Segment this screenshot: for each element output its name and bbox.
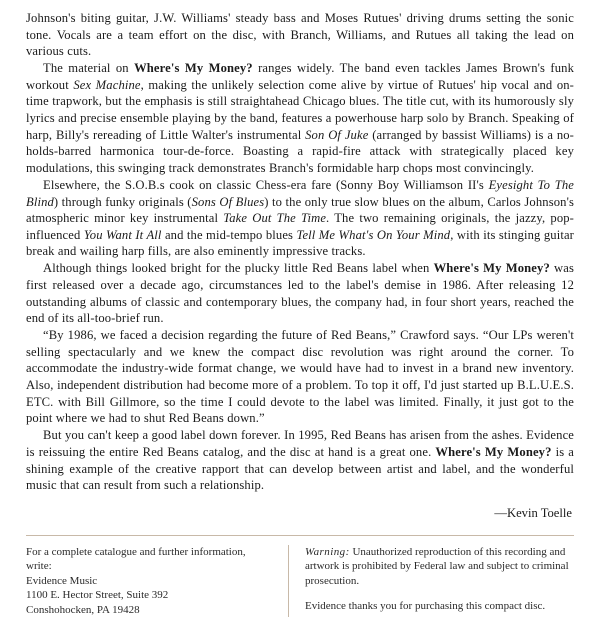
paragraph [26,327,574,427]
text-run: and the mid-tempo blues [161,227,297,242]
album-title-bold: Where's My Money? [134,61,253,76]
text-run: Johnson's biting guitar, J.W. Williams' steady bass and Moses Rutues' driving drums setting the sonic tone. Vocals are a team effort on the disc, with Branch, Williams, and Rutues all taking the lead on various cuts. [26,11,574,59]
paragraph [26,60,574,176]
song-title-italic: Take Out The Time [223,211,327,226]
paragraph [26,177,574,260]
text-run: The material on [43,61,135,76]
footer-copyright-warning [305,545,574,589]
text-run: “By 1986, we faced a decision regarding the future of Red Beans,” Crawford says. “Our LPs weren't selling spectacularly and we knew the compact disc revolution was right around the corner. To accommodate the industry-wide format change, we would have had to invest in a brand new inventory. Also, independent distribution had become more of a problem. To top it off, I'd just started up B.L.U.E.S. ETC. with Bill Gillmore, so the time I could devote to the label was limited. Finally, it just got to the point where we had to shut Red Beans down.” [26,328,574,426]
text-run: , with its stinging guitar break and wailing harp fills, are also eminently impressive tracks. [26,227,575,259]
footer-warning-label: Warning: [305,545,350,558]
footer-street-address: 1100 E. Hector Street, Suite 392 [26,589,169,602]
text-run: Elsewhere, the S.O.B.s cook on classic Chess-era fare (Sonny Boy Williamson II's [43,177,489,192]
song-title-italic: You Want It All [83,227,162,242]
song-title-italic: Sex Machine [73,77,141,92]
footer-contact-block [26,545,288,617]
song-title-italic: Sons Of Blues [191,194,265,209]
text-run: But you can't keep a good label down forever. In 1995, Red Beans has arisen from the ashes. Evidence is reissuing the entire Red Beans catalog, and the disc at hand is a great one. [26,428,574,459]
footer-thanks-note: Evidence thanks you for purchasing this compact disc. [305,600,546,613]
article-body [26,10,574,494]
text-run: ranges widely. The band even tackles James Brown's funk workout [26,61,575,92]
text-run: Although things looked bright for the plucky little Red Beans label when [43,261,434,276]
album-title-bold: Where's My Money? [435,444,552,459]
text-run: (arranged by bassist Williams) is a no-holds-barred harmonica tour-de-force. Boasting a rapid-fire attack with strategically placed key modulations, this swinging track demonstrates Branch's formidable harp chops most convincingly. [26,127,575,175]
text-run: is a shining example of the creative rapport that can develop between artist and label, and the wonderful music that can result from such a relationship. [26,444,574,493]
footer-city-state-zip: Conshohocken, PA 19428 [26,603,140,616]
text-run: ) through funky originals ( [53,194,192,209]
paragraph [26,10,574,60]
song-title-italic: Eyesight To The Blind [26,177,574,209]
footer-divider-horizontal [26,535,574,536]
page-footer [26,545,574,617]
text-run: , making the unlikely selection come alive by virtue of Rutues' hip vocal and on-time trapwork, but the emphasis is still straightahead Chicago blues. The title cut, with its humorously sly lyrics and precise ensemble playing by the band, features a powerhouse harp solo by Branch. Speaking of harp, Billy's rereading of Little Walter's instrumental [26,77,574,142]
text-run: was first released over a decade ago, circumstances led to the label's demise in 1986. After releasing 12 outstanding albums of classic and contemporary blues, the company had, in four short years, reached the end of its all-too-brief run. [26,261,574,326]
footer-company-name: Evidence Music [26,574,98,587]
paragraph [26,427,574,493]
footer-legal-block [305,545,574,617]
album-title-bold: Where's My Money? [433,261,550,276]
text-run: . The two remaining originals, the jazzy, pop-influenced [26,211,574,242]
footer-divider-vertical [288,545,289,617]
paragraph [26,260,574,326]
song-title-italic: Tell Me What's On Your Mind [296,227,451,242]
text-run: ) to the only true slow blues on the album, Carlos Johnson's atmospheric minor key instrumental [26,194,574,226]
footer-catalogue-intro: For a complete catalogue and further information, write: [26,545,246,573]
article-byline: —Kevin Toelle [494,505,572,520]
song-title-italic: Son Of Juke [305,127,369,142]
footer-warning-text: Unauthorized reproduction of this recording and artwork is prohibited by Federal law and subject to criminal prosecution. [305,545,569,587]
